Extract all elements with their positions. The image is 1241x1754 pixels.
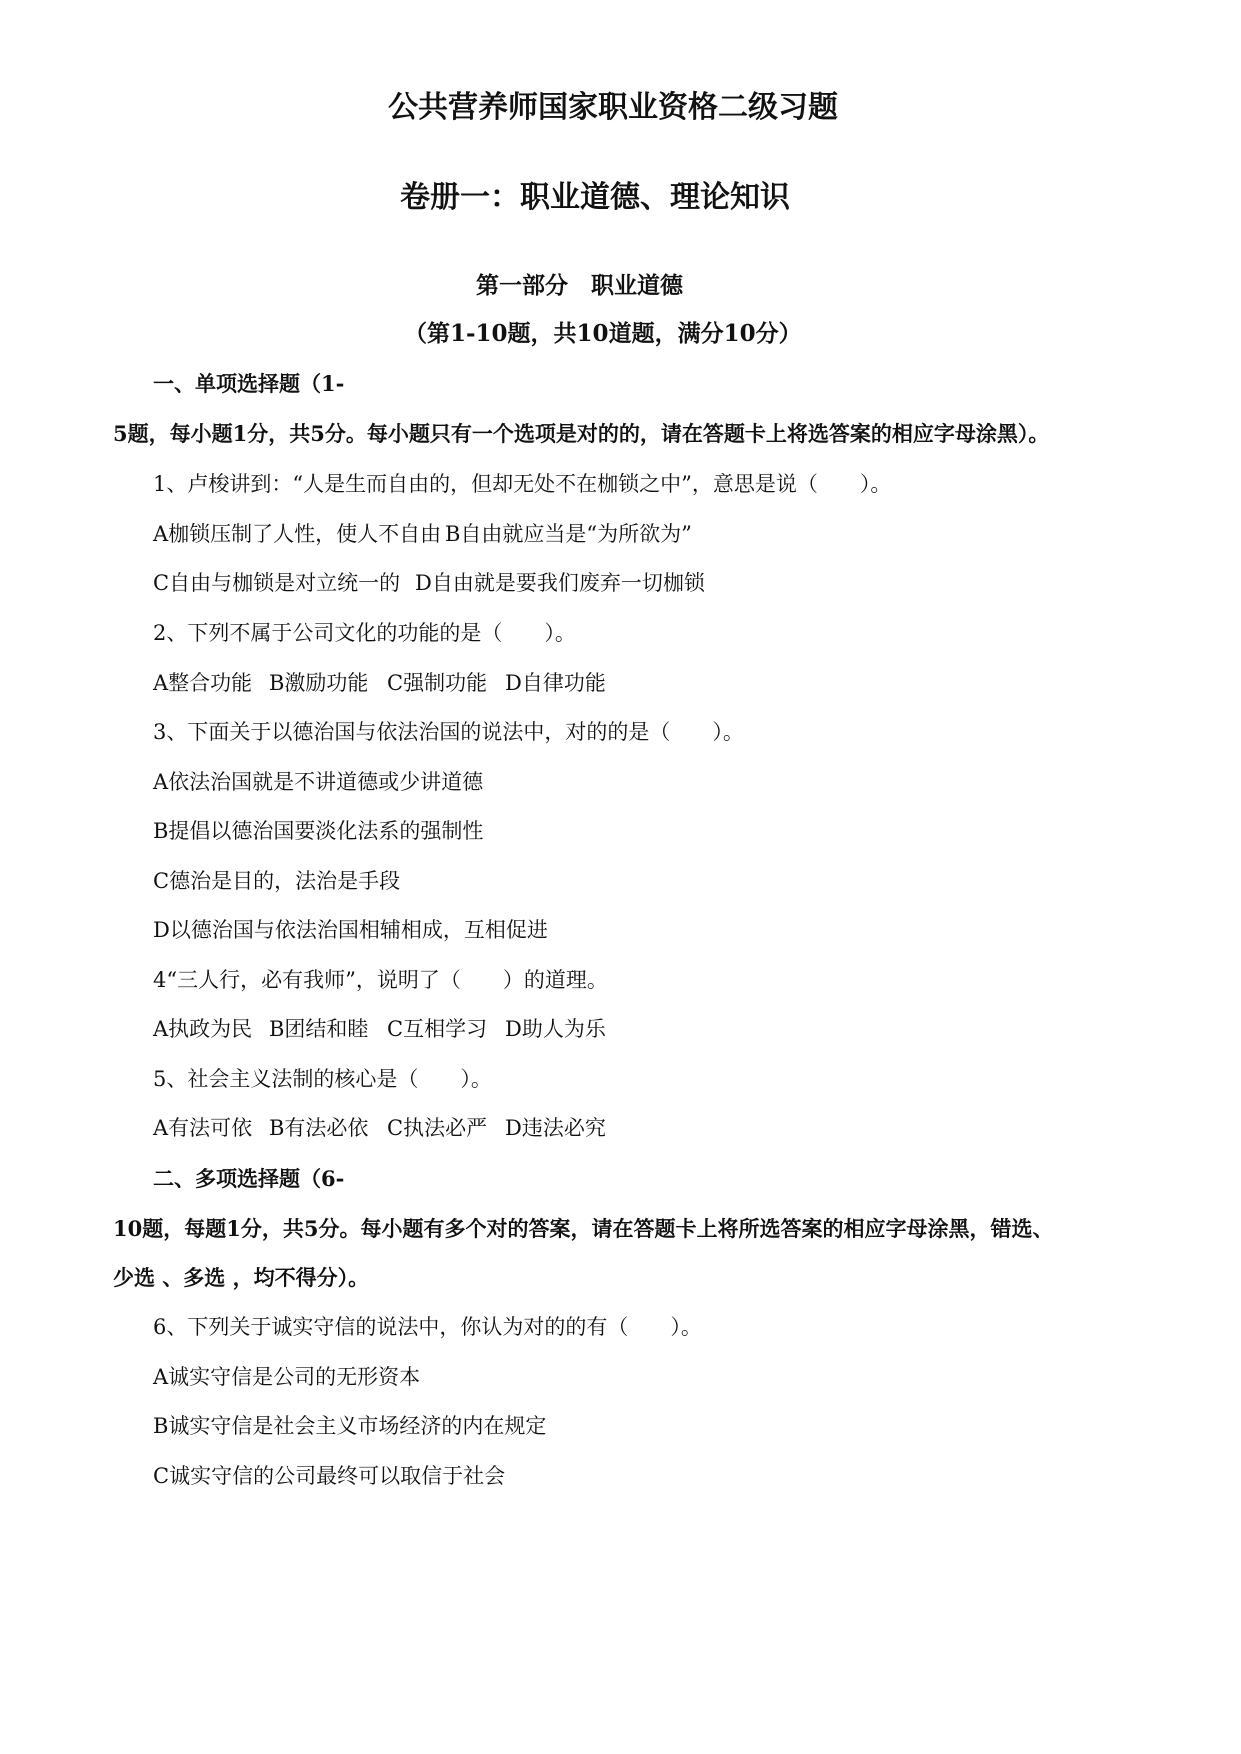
question-1-stem: 1、卢梭讲到：“人是生而自由的，但却无处不在枷锁之中”，意思是说（ ）。	[153, 472, 892, 496]
question-1-options-row1	[153, 520, 692, 548]
option-a: A执政为民	[153, 1017, 253, 1041]
question-2-stem: 2、下列不属于公司文化的功能的是（ ）。	[153, 621, 576, 645]
option-c: C自由与枷锁是对立统一的	[153, 571, 401, 595]
option-d: D自由就是要我们废弃一切枷锁	[415, 571, 705, 595]
question-5-options	[153, 1114, 606, 1142]
question-2-options	[153, 669, 606, 697]
section1-instructions: 5题，每小题1分，共5分。每小题只有一个选项是对的的，请在答题卡上将选答案的相应字母涂黑）。	[113, 421, 1050, 446]
option-b: B自由就应当是“为所欲为”	[445, 522, 692, 546]
section2-heading: 二、多项选择题（6-	[153, 1166, 345, 1191]
question-6-stem: 6、下列关于诚实守信的说法中，你认为对的的有（ ）。	[153, 1315, 702, 1339]
option-d: D违法必究	[505, 1116, 606, 1140]
document-subtitle: 卷册一：职业道德、理论知识	[400, 180, 790, 215]
option-d: D助人为乐	[505, 1017, 606, 1041]
question-4-stem: 4“三人行，必有我师”，说明了（ ）的道理。	[153, 968, 608, 992]
question-3-stem: 3、下面关于以德治国与依法治国的说法中，对的的是（ ）。	[153, 720, 744, 744]
question-3-option-d: D以德治国与依法治国相辅相成，互相促进	[153, 918, 548, 942]
section2-instructions: 10题，每题1分，共5分。每小题有多个对的答案，请在答题卡上将所选答案的相应字母涂黑，错选、	[113, 1216, 1054, 1241]
question-3-option-c: C德治是目的，法治是手段	[153, 869, 401, 893]
part-range: （第1-10题，共10道题，满分10分）	[404, 320, 802, 347]
option-c: C互相学习	[387, 1017, 488, 1041]
option-b: B有法必依	[269, 1116, 369, 1140]
option-c: C执法必严	[387, 1116, 488, 1140]
option-b: B激励功能	[269, 671, 369, 695]
option-a: A有法可依	[153, 1116, 253, 1140]
question-1-options-row2	[153, 569, 705, 597]
question-6-option-c: C诚实守信的公司最终可以取信于社会	[153, 1464, 506, 1488]
question-6-option-a: A诚实守信是公司的无形资本	[153, 1365, 421, 1389]
question-3-option-b: B提倡以德治国要淡化法系的强制性	[153, 819, 484, 843]
question-3-option-a: A依法治国就是不讲道德或少讲道德	[153, 770, 484, 794]
question-6-option-b: B诚实守信是社会主义市场经济的内在规定	[153, 1414, 547, 1438]
option-d: D自律功能	[505, 671, 606, 695]
section1-heading: 一、单项选择题（1-	[153, 371, 345, 396]
document-title: 公共营养师国家职业资格二级习题	[388, 90, 838, 125]
option-a: A整合功能	[153, 671, 253, 695]
section2-instructions-cont: 少选 、多选 ，均不得分）。	[113, 1265, 370, 1290]
option-c: C强制功能	[387, 671, 488, 695]
part-heading: 第一部分 职业道德	[476, 272, 683, 299]
question-4-options	[153, 1015, 606, 1043]
option-b: B团结和睦	[269, 1017, 369, 1041]
question-5-stem: 5、社会主义法制的核心是（ ）。	[153, 1067, 492, 1091]
option-a: A枷锁压制了人性，使人不自由	[153, 522, 442, 546]
